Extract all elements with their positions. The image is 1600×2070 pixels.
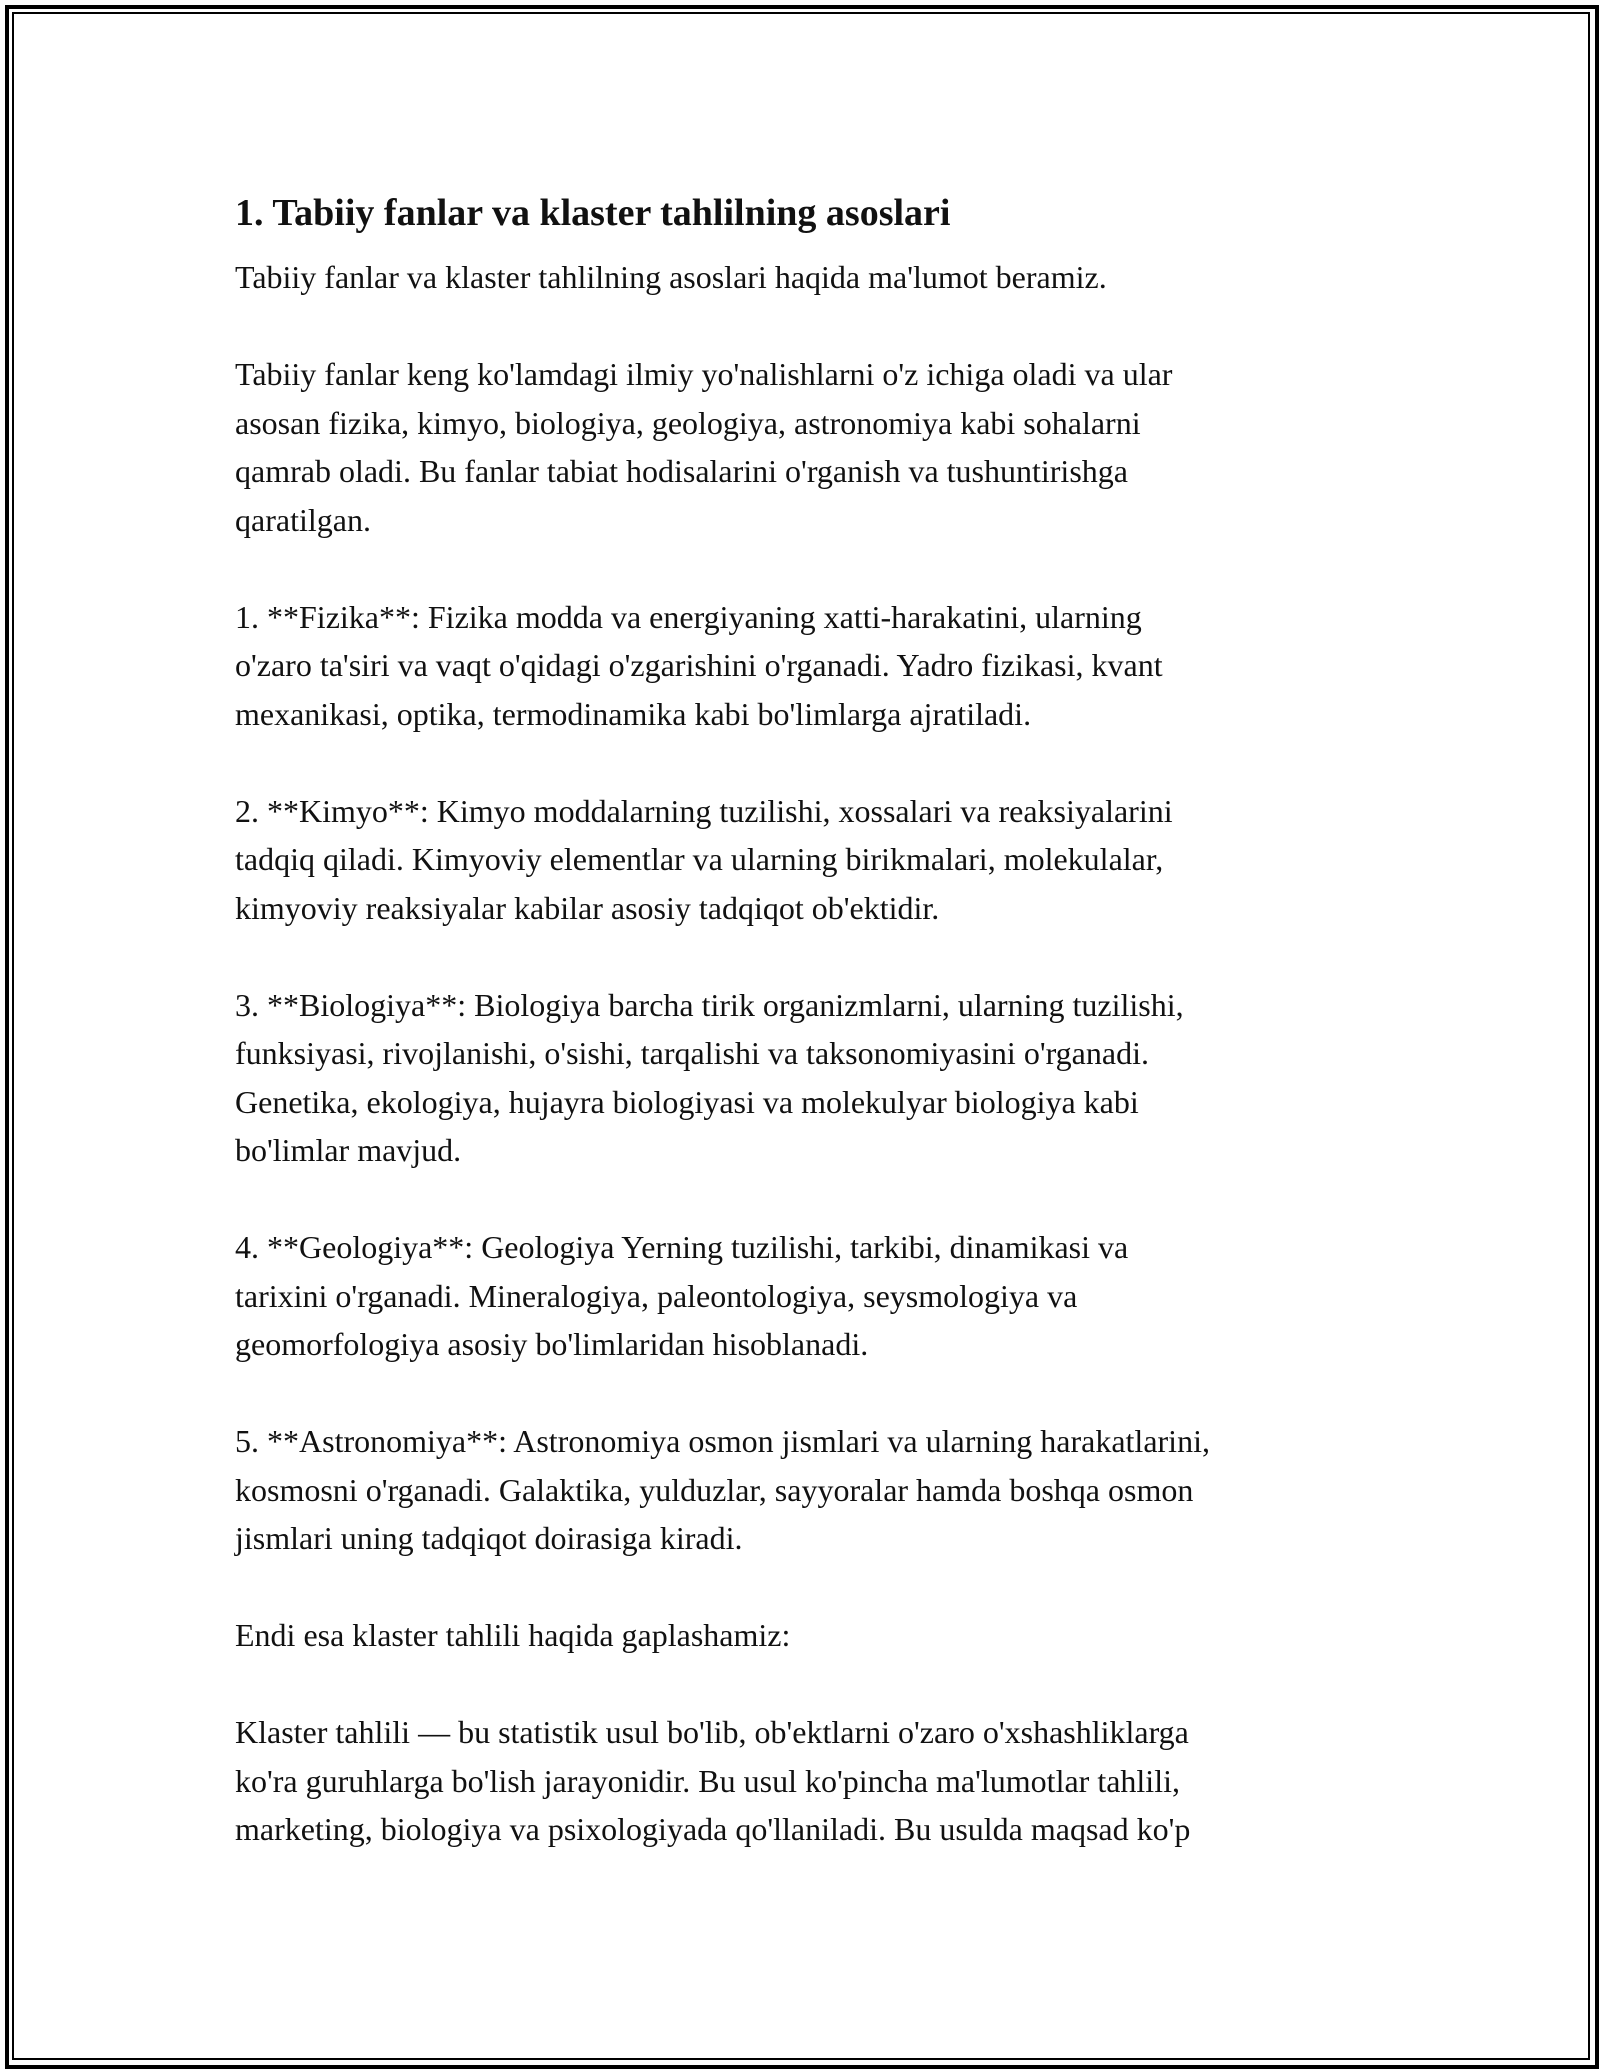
overview-paragraph: Tabiiy fanlar keng ko'lamdagi ilmiy yo'nalishlarni o'z ichiga oladi va ular asosan fizika, kimyo, biologiya, geologiya, astronomiya kabi sohalarni qamrab oladi. Bu fanlar tabiat hodisalarini o'rganish va tushuntirishga qaratilgan. [235,356,1173,538]
list-item-geologiya: 4. **Geologiya**: Geologiya Yerning tuzilishi, tarkibi, dinamikasi va tarixini o'rganadi. Mineralogiya, paleontologiya, seysmologiya va geomorfologiya asosiy bo'limlaridan hisoblanadi. [235,1229,1129,1362]
list-item-kimyo: 2. **Kimyo**: Kimyo moddalarning tuzilishi, xossalari va reaksiyalarini tadqiq qiladi. Kimyoviy elementlar va ularning birikmalari, molekulalar, kimyoviy reaksiyalar kabilar asosiy tadqiqot ob'ektidir. [235,792,1173,926]
cluster-analysis-paragraph: Klaster tahlili — bu statistik usul bo'lib, ob'ektlarni o'zaro o'xshashliklarga ko'ra guruhlarga bo'lish jarayonidir. Bu usul ko'pincha ma'lumotlar tahlili, marketing, biologiya va psixologiyada qo'llaniladi. Bu usulda maqsad ko'p [235,1714,1191,1847]
list-item-fizika: 1. **Fizika**: Fizika modda va energiyaning xatti-harakatini, ularning o'zaro ta'siri va vaqt o'qidagi o'zgarishini o'rganadi. Yadro fizikasi, kvant mexanikasi, optika, termodinamika kabi bo'limlarga ajratiladi. [235,598,1163,732]
intro-paragraph: Tabiiy fanlar va klaster tahlilning asoslari haqida ma'lumot beramiz. [235,259,1107,295]
document-body [235,185,1395,1854]
transition-paragraph: Endi esa klaster tahlili haqida gaplashamiz: [235,1617,791,1653]
list-item-astronomiya: 5. **Astronomiya**: Astronomiya osmon jismlari va ularning harakatlarini, kosmosni o'rganadi. Galaktika, yulduzlar, sayyoralar hamda boshqa osmon jismlari uning tadqiqot doirasiga kiradi. [235,1423,1210,1556]
list-item-biologiya: 3. **Biologiya**: Biologiya barcha tirik organizmlarni, ularning tuzilishi, funksiyasi, rivojlanishi, o'sishi, tarqalishi va taksonomiyasini o'rganadi. Genetika, ekologiya, hujayra biologiyasi va molekulyar biologiya kabi bo'limlar mavjud. [235,986,1184,1168]
section-heading: 1. Tabiiy fanlar va klaster tahlilning asoslari [235,192,951,234]
